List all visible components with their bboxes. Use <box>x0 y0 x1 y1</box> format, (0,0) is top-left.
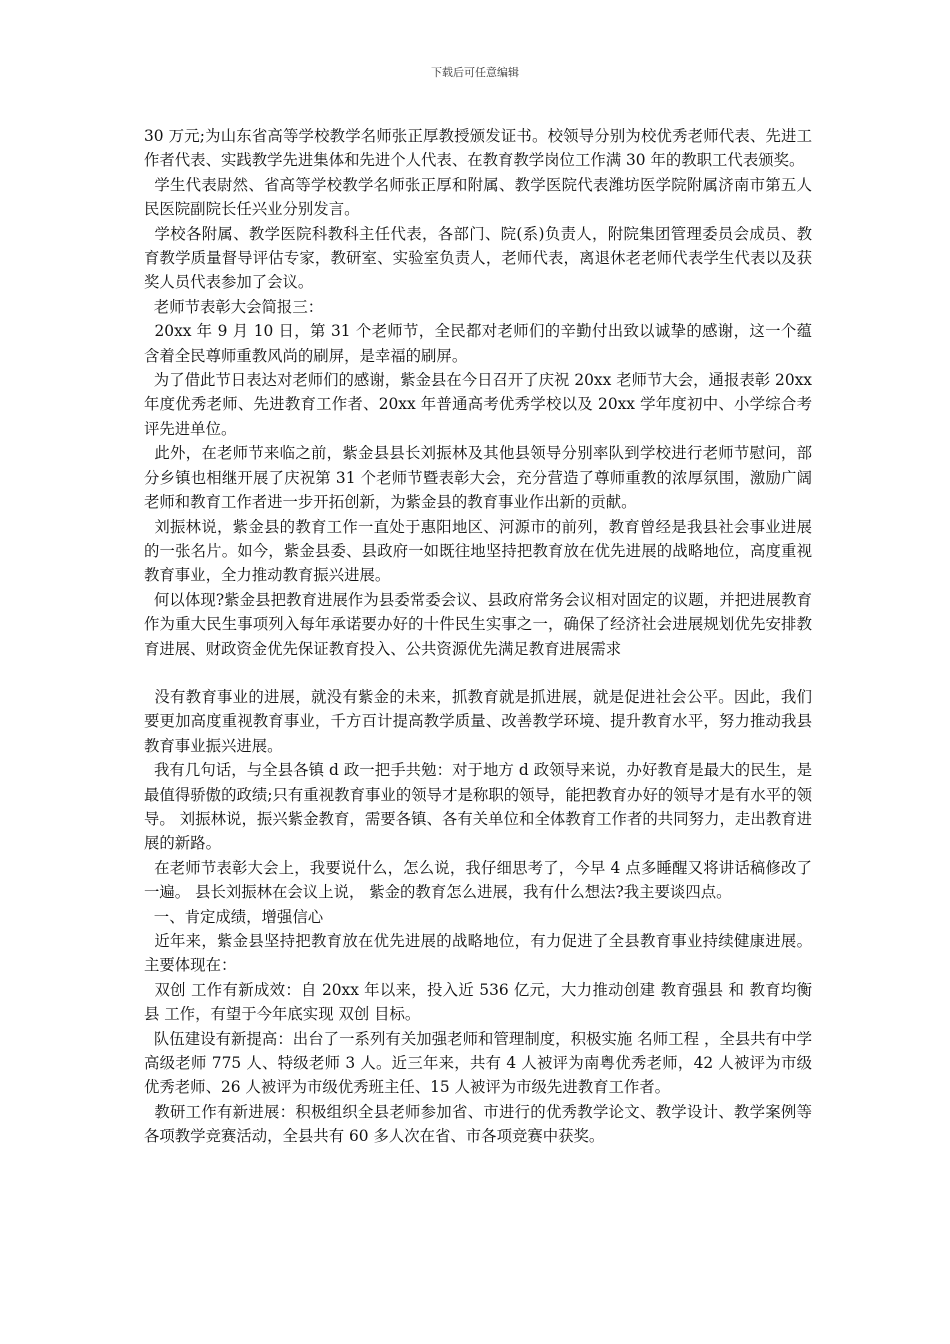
paragraph-gap <box>144 661 812 685</box>
document-body <box>144 124 817 1149</box>
page-header: 下载后可任意编辑 <box>431 66 519 79</box>
paragraph: 学生代表尉然、省高等学校教学名师张正厚和附属、教学医院代表潍坊医学院附属济南市第五人民医院副院长任兴业分别发言。 <box>144 175 812 219</box>
paragraph: 为了借此节日表达对老师们的感谢，紫金县在今日召开了庆祝 20xx 老师节大会，通报表彰 20xx 年度优秀老师、先进教育工作者、20xx 年普通高考优秀学校以及 20xx 学年度初中、小学综合考评先进单位。 <box>144 371 817 438</box>
paragraph: 没有教育事业的进展，就没有紫金的未来，抓教育就是抓进展，就是促进社会公平。因此，我们要更加高度重视教育事业，千方百计提高教学质量、改善教学环境、提升教育水平，努力推动我县教育事业振兴进展。 <box>144 687 812 755</box>
section-heading: 老师节表彰大会简报三： <box>144 297 324 316</box>
paragraph: 刘振林说，紫金县的教育工作一直处于惠阳地区、河源市的前列，教育曾经是我县社会事业进展的一张名片。如今，紫金县委、县政府一如既往地坚持把教育放在优先进展的战略地位，高度重视教育事业，全力推动教育振兴进展。 <box>144 517 812 585</box>
paragraph: 在老师节表彰大会上，我要说什么，怎么说，我仔细思考了，今早 4 点多睡醒又将讲话稿修改了一遍。 县长刘振林在会议上说， 紫金的教育怎么进展，我有什么想法?我主要谈四点。 <box>144 858 812 902</box>
paragraph: 学校各附属、教学医院科教科主任代表，各部门、院(系)负责人，附院集团管理委员会成员、教育教学质量督导评估专家，教研室、实验室负责人，老师代表，离退休老老师代表学生代表以及获奖人员代表参加了会议。 <box>144 224 812 292</box>
paragraph: 20xx 年 9 月 10 日，第 31 个老师节，全民都对老师们的辛勤付出致以诚挚的感谢，这一个蕴含着全民尊师重教风尚的刷屏，是幸福的刷屏。 <box>144 322 812 365</box>
paragraph: 双创 工作有新成效：自 20xx 年以来，投入近 536 亿元，大力推动创建 教育强县 和 教育均衡县 工作，有望于今年底实现 双创 目标。 <box>144 980 812 1024</box>
paragraph: 队伍建设有新提高：出台了一系列有关加强老师和管理制度，积极实施 名师工程 ，全县共有中学高级老师 775 人、特级老师 3 人。近三年来，共有 4 人被评为南粤优秀老师，42 人被评为市级优秀老师、26 人被评为市级优秀班主任、15 人被评为市级先进教育工作者。 <box>144 1029 812 1097</box>
section-heading: 一、肯定成绩，增强信心 <box>144 907 324 926</box>
paragraph: 30 万元;为山东省高等学校教学名师张正厚教授颁发证书。校领导分别为校优秀老师代表、先进工作者代表、实践教学先进集体和先进个人代表、在教育教学岗位工作满 30 年的教职工代表颁奖。 <box>144 127 812 170</box>
paragraph: 何以体现?紫金县把教育进展作为县委常委会议、县政府常务会议相对固定的议题，并把进展教育作为重大民生事项列入每年承诺要办好的十件民生实事之一，确保了经济社会进展规划优先安排教育进展、财政资金优先保证教育投入、公共资源优先满足教育进展需求 <box>144 590 812 658</box>
paragraph: 我有几句话，与全县各镇 d 政一把手共勉：对于地方 d 政领导来说，办好教育是最大的民生，是最值得骄傲的政绩;只有重视教育事业的领导才是称职的领导，能把教育办好的领导才是有水平的领导。 刘振林说，振兴紫金教育，需要各镇、各有关单位和全体教育工作者的共同努力，走出教育进展的新路。 <box>144 761 812 853</box>
paragraph: 教研工作有新进展：积极组织全县老师参加省、市进行的优秀教学论文、教学设计、教学案例等各项教学竞赛活动，全县共有 60 多人次在省、市各项竞赛中获奖。 <box>144 1102 812 1146</box>
paragraph: 此外，在老师节来临之前，紫金县县长刘振林及其他县领导分别率队到学校进行老师节慰问，部分乡镇也相继开展了庆祝第 31 个老师节暨表彰大会，充分营造了尊师重教的浓厚氛围，激励广阔老师和教育工作者进一步开拓创新，为紫金县的教育事业作出新的贡献。 <box>144 444 812 512</box>
paragraph: 近年来，紫金县坚持把教育放在优先进展的战略地位，有力促进了全县教育事业持续健康进展。主要体现在： <box>144 932 812 975</box>
